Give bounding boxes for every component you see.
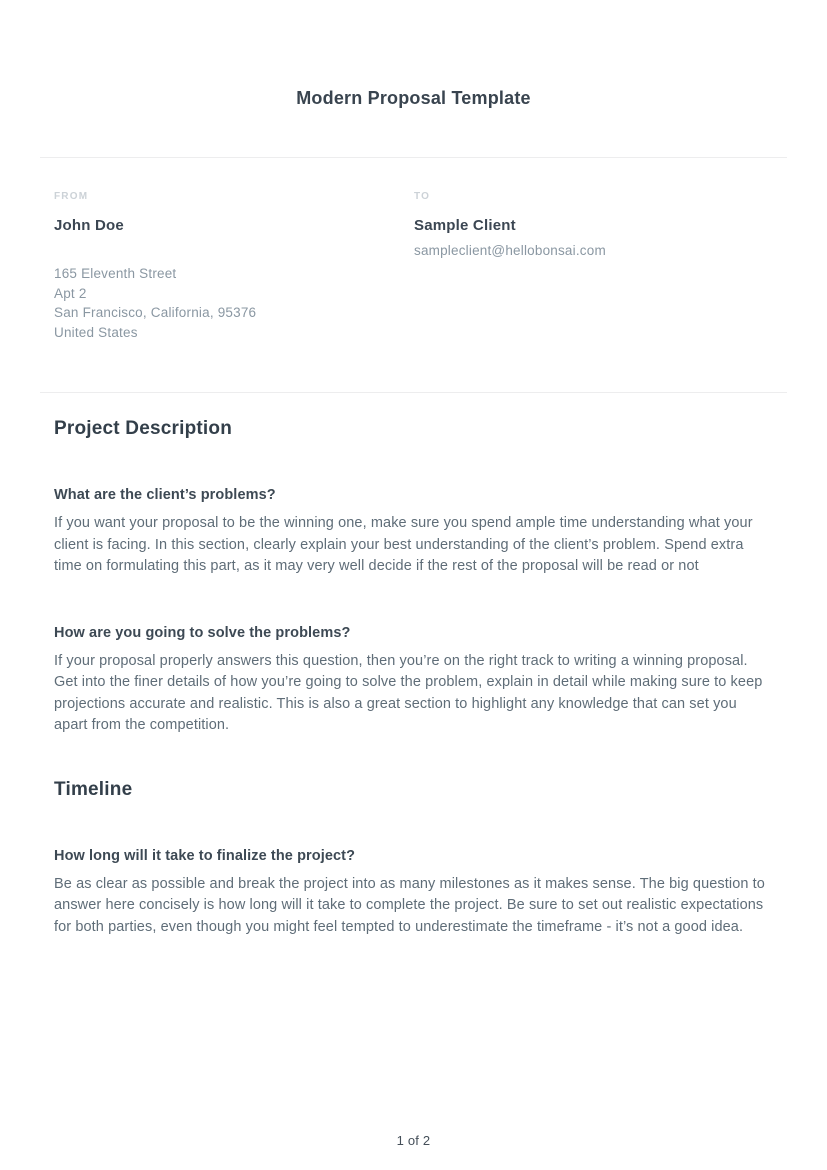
from-label: FROM bbox=[54, 191, 89, 202]
from-block bbox=[54, 191, 414, 342]
to-block bbox=[414, 191, 787, 342]
sender-address bbox=[54, 264, 414, 342]
question-solve-problems: How are you going to solve the problems? bbox=[54, 624, 351, 641]
question-finalize-project: How long will it take to finalize the project? bbox=[54, 847, 356, 864]
address-line: Apt 2 bbox=[54, 285, 87, 301]
address-line: United States bbox=[54, 324, 138, 340]
address-line: 165 Eleventh Street bbox=[54, 266, 177, 281]
qa-block bbox=[54, 624, 773, 737]
answer-solve-problems: If your proposal properly answers this question, then you’re on the right track to writing a winning proposal. Get into the finer details of how you’re going to solve the problem, explain in detail while making sure to keep projections accurate and realistic. This is also a great section to highlight any knowledge that can set you apart from the competition. bbox=[54, 652, 763, 733]
document-body bbox=[40, 418, 787, 938]
qa-block bbox=[54, 847, 773, 939]
client-name: Sample Client bbox=[414, 217, 516, 234]
client-email: sampleclient@hellobonsai.com bbox=[414, 243, 606, 258]
section-heading-project-description: Project Description bbox=[54, 418, 233, 439]
to-label: TO bbox=[414, 191, 431, 202]
parties-section bbox=[40, 158, 787, 342]
answer-finalize-project: Be as clear as possible and break the project into as many milestones as it makes sense. The big question to answer here concisely is how long will it take to complete the project. Be sure to set out realistic expectations for both parties, even though you might feel tempted to underestimate the timeframe - it’s not a good idea. bbox=[54, 875, 765, 935]
answer-client-problems: If you want your proposal to be the winning one, make sure you spend ample time understanding what your client is facing. In this section, clearly explain your best understanding of the client’s problem. Spend extra time on formulating this part, as it may very well decide if the rest of the proposal will be read or not bbox=[54, 515, 753, 574]
parties-divider bbox=[40, 392, 787, 393]
section-heading-timeline: Timeline bbox=[54, 778, 133, 800]
qa-block bbox=[54, 486, 773, 578]
sender-name: John Doe bbox=[54, 217, 124, 234]
document-title: Modern Proposal Template bbox=[296, 88, 531, 108]
question-client-problems: What are the client’s problems? bbox=[54, 487, 276, 503]
page-indicator: 1 of 2 bbox=[396, 1133, 431, 1148]
address-line: San Francisco, California, 95376 bbox=[54, 305, 257, 320]
